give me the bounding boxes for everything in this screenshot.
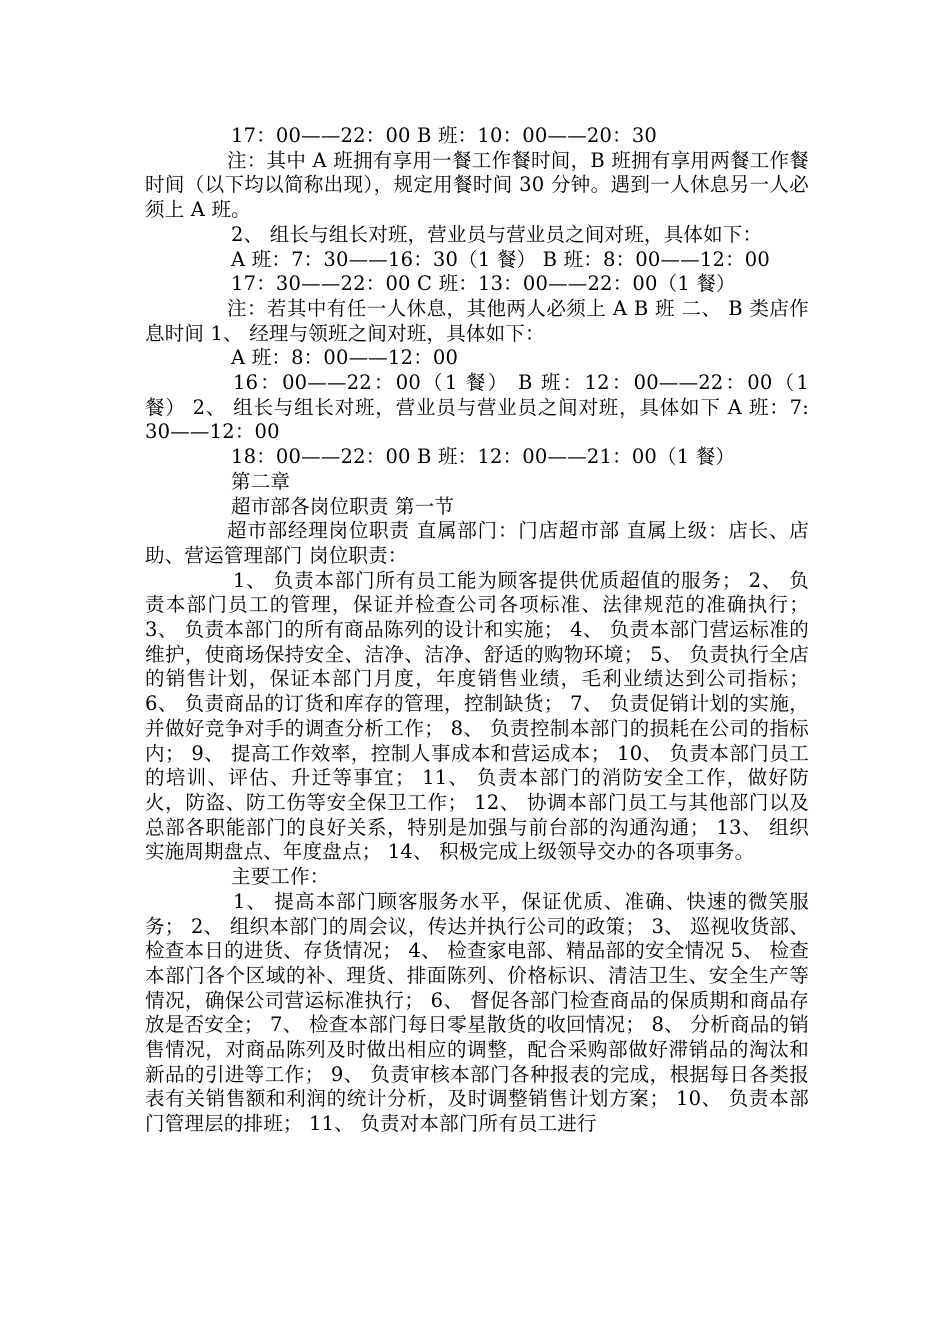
main-work-heading: 主要工作： bbox=[231, 865, 330, 889]
manager-duties-intro: 超市部经理岗位职责 直属部门：门店超市部 直属上级：店长、店助、营运管理部门 岗位职责： bbox=[145, 519, 809, 567]
shift-a-evening-line: 17：00——22：00 B 班：10：00——20：30 bbox=[231, 124, 658, 147]
manager-duties-list: 1、 负责本部门所有员工能为顾客提供优质超值的服务； 2、 负责本部门员工的管理，保证并检查公司各项标准、法律规范的准确执行； 3、 负责本部门的所有商品陈列的设计和实施； 4、 负责本部门营运标准的维护，使商场保持安全、洁净、洁净、舒适的购物环境； 5、 负责执行全店的销售计划，保证本部门月度，年度销售业绩，毛利业绩达到公司指标； 6、 负责商品的订货和库存的管理，控制缺货； 7、 负责促销计划的实施，并做好竞争对手的调查分析工作； 8、 负责控制本部门的损耗在公司的指标内； 9、 提高工作效率，控制人事成本和营运成本； 10、 负责本部门员工的培训、评估、升迁等事宜； 11、 负责本部门的消防安全工作，做好防火，防盗、防工伤等安全保卫工作； 12、 协调本部门员工与其他部门以及总部各职能部门的良好关系，特别是加强与前台部的沟通沟通； 13、 组织实施周期盘点、年度盘点； 14、 积极完成上级领导交办的各项事务。 bbox=[145, 568, 809, 864]
shift-a-b-line: A 班：7：30——16：30（1 餐） B 班：8：00——12：00 bbox=[231, 247, 771, 271]
b-store-shift-b2-line: 18：00——22：00 B 班：12：00——21：00（1 餐） bbox=[231, 445, 736, 469]
note-b-store-schedule: 注：若其中有任一人休息，其他两人必须上 A B 班 二、 B 类店作息时间 1、 经理与领班之间对班，具体如下： bbox=[145, 296, 809, 345]
document-body bbox=[145, 124, 809, 1137]
section-heading: 超市部各岗位职责 第一节 bbox=[231, 494, 455, 518]
main-work-list: 1、 提高本部门顾客服务水平，保证优质、准确、快速的微笑服务； 2、 组织本部门的周会议，传达并执行公司的政策； 3、 巡视收货部、检查本日的进货、存货情况； 4、 检查家电部、精品部的安全情况 5、 检查本部门各个区域的补、理货、排面陈列、价格标识、清洁卫生、安全生产等情况，确保公司营运标准执行； 6、 督促各部门检查商品的保质期和商品存放是否安全； 7、 检查本部门每日零星散货的收回情况； 8、 分析商品的销售情况，对商品陈列及时做出相应的调整，配合采购部做好滞销品的淘汰和新品的引进等工作； 9、 负责审核本部门各种报表的完成，根据每日各类报表有关销售额和利润的统计分析，及时调整销售计划方案； 10、 负责本部门管理层的排班； 11、 负责对本部门所有员工进行 bbox=[145, 889, 809, 1136]
b-store-shift-a-line: A 班：8：00——12：00 bbox=[231, 346, 459, 370]
note-meal-time: 注：其中 A 班拥有享用一餐工作餐时间，B 班拥有享用两餐工作餐时间（以下均以简称出现），规定用餐时间 30 分钟。遇到一人休息另一人必须上 A 班。 bbox=[145, 148, 809, 222]
b-store-shift-b-line: 16：00——22：00（1 餐） B 班：12：00——22：00（1 餐） 2、 组长与组长对班，营业员与营业员之间对班，具体如下 A 班：7: 30——12：00 bbox=[145, 371, 809, 444]
chapter-heading: 第二章 bbox=[231, 469, 291, 493]
group-leader-shift-heading: 2、 组长与组长对班，营业员与营业员之间对班，具体如下： bbox=[231, 222, 763, 246]
shift-c-line: 17：30——22：00 C 班：13：00——22：00（1 餐） bbox=[231, 272, 736, 296]
